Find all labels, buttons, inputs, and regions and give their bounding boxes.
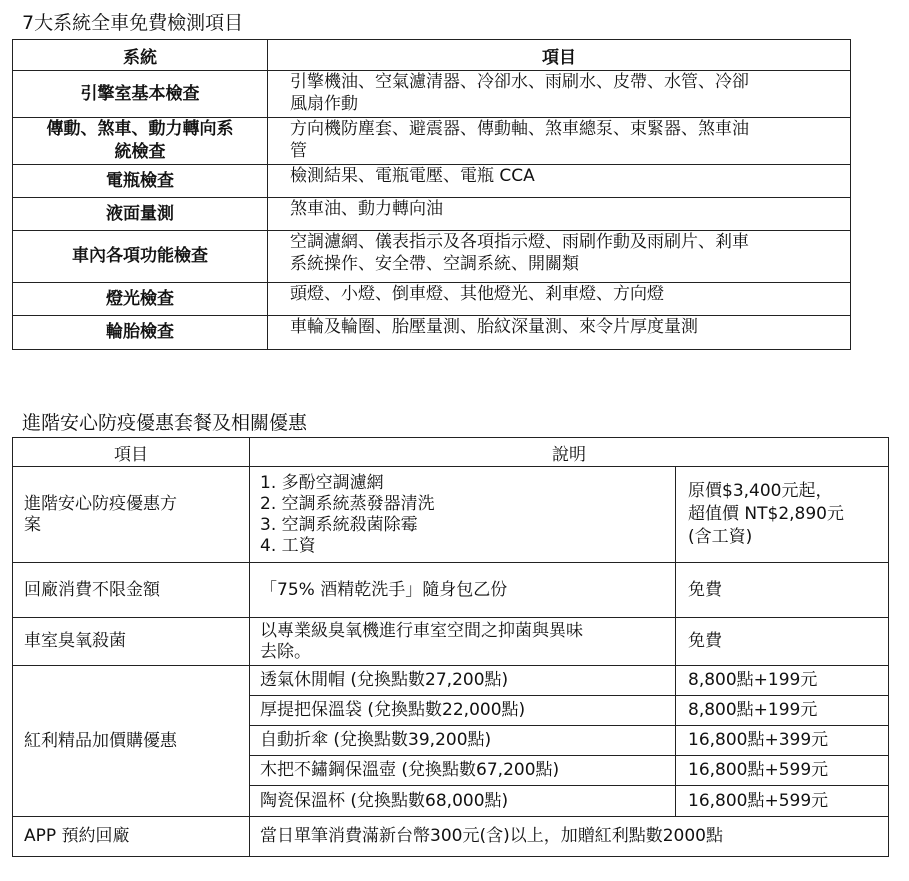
app-detail-cell: 當日單筆消費滿新台幣300元(含)以上，加贈紅利點數2000點 — [250, 817, 889, 857]
items-cell: 車輪及輪圈、胎壓量測、胎紋深量測、來令片厚度量測 — [268, 316, 851, 350]
system-cell: 電瓶檢查 — [13, 165, 268, 198]
table-row — [13, 231, 851, 283]
items-cell: 方向機防塵套、避震器、傳動軸、煞車總泵、束緊器、煞車油 管 — [268, 118, 851, 165]
items-cell: 引擎機油、空氣濾清器、冷卻水、雨刷水、皮帶、水管、冷卻 風扇作動 — [268, 71, 851, 118]
bonus-item-cell: 紅利精品加價購優惠 — [13, 666, 250, 817]
header-description: 說明 — [250, 438, 889, 467]
ozone-price-cell: 免費 — [676, 618, 889, 666]
table-row — [13, 283, 851, 316]
system-cell: 引擎室基本檢查 — [13, 71, 268, 118]
package-details-cell: 1. 多酚空調濾網 2. 空調系統蒸發器清洗 3. 空調系統殺菌除霉 4. 工資 — [250, 467, 676, 563]
ozone-detail-cell: 以專業級臭氧機進行車室空間之抑菌與異味 去除。 — [250, 618, 676, 666]
bonus-product-cell: 木把不鏽鋼保溫壺 (兌換點數67,200點) — [250, 756, 676, 786]
header-item: 項目 — [13, 438, 250, 467]
bonus-product-cell: 厚提把保溫袋 (兌換點數22,000點) — [250, 696, 676, 726]
promotion-table — [12, 437, 889, 857]
inspection-header-row — [13, 40, 851, 71]
table-row — [13, 165, 851, 198]
header-items: 項目 — [268, 40, 851, 71]
ozone-item-cell: 車室臭氧殺菌 — [13, 618, 250, 666]
unlimited-row — [13, 563, 889, 618]
system-cell: 車內各項功能檢查 — [13, 231, 268, 283]
ozone-row — [13, 618, 889, 666]
promotion-header-row — [13, 438, 889, 467]
items-cell: 頭燈、小燈、倒車燈、其他燈光、剎車燈、方向燈 — [268, 283, 851, 316]
items-cell: 煞車油、動力轉向油 — [268, 198, 851, 231]
table-row — [13, 118, 851, 165]
package-item-cell: 進階安心防疫優惠方 案 — [13, 467, 250, 563]
package-price-cell: 原價$3,400元起， 超值價 NT$2,890元 (含工資) — [676, 467, 889, 563]
system-cell: 傳動、煞車、動力轉向系 統檢查 — [13, 118, 268, 165]
promotion-table-title: 進階安心防疫優惠套餐及相關優惠 — [22, 412, 308, 434]
bonus-price-cell: 16,800點+599元 — [676, 756, 889, 786]
unlimited-item-cell: 回廠消費不限金額 — [13, 563, 250, 618]
system-cell: 輪胎檢查 — [13, 316, 268, 350]
bonus-price-cell: 16,800點+599元 — [676, 786, 889, 817]
system-cell: 燈光檢查 — [13, 283, 268, 316]
bonus-product-cell: 陶瓷保溫杯 (兌換點數68,000點) — [250, 786, 676, 817]
app-item-cell: APP 預約回廠 — [13, 817, 250, 857]
inspection-table — [12, 39, 851, 350]
bonus-product-cell: 自動折傘 (兌換點數39,200點) — [250, 726, 676, 756]
table-row — [13, 198, 851, 231]
items-cell: 空調濾網、儀表指示及各項指示燈、雨刷作動及雨刷片、剎車 系統操作、安全帶、空調系統、開關類 — [268, 231, 851, 283]
bonus-row — [13, 666, 889, 696]
items-cell: 檢測結果、電瓶電壓、電瓶 CCA — [268, 165, 851, 198]
system-cell: 液面量測 — [13, 198, 268, 231]
app-row — [13, 817, 889, 857]
bonus-price-cell: 8,800點+199元 — [676, 666, 889, 696]
table-row — [13, 316, 851, 350]
bonus-price-cell: 16,800點+399元 — [676, 726, 889, 756]
bonus-price-cell: 8,800點+199元 — [676, 696, 889, 726]
unlimited-price-cell: 免費 — [676, 563, 889, 618]
package-row — [13, 467, 889, 563]
bonus-product-cell: 透氣休閒帽 (兌換點數27,200點) — [250, 666, 676, 696]
header-system: 系統 — [13, 40, 268, 71]
unlimited-detail-cell: 「75% 酒精乾洗手」隨身包乙份 — [250, 563, 676, 618]
table-row — [13, 71, 851, 118]
inspection-table-title: 7大系統全車免費檢測項目 — [22, 12, 244, 34]
